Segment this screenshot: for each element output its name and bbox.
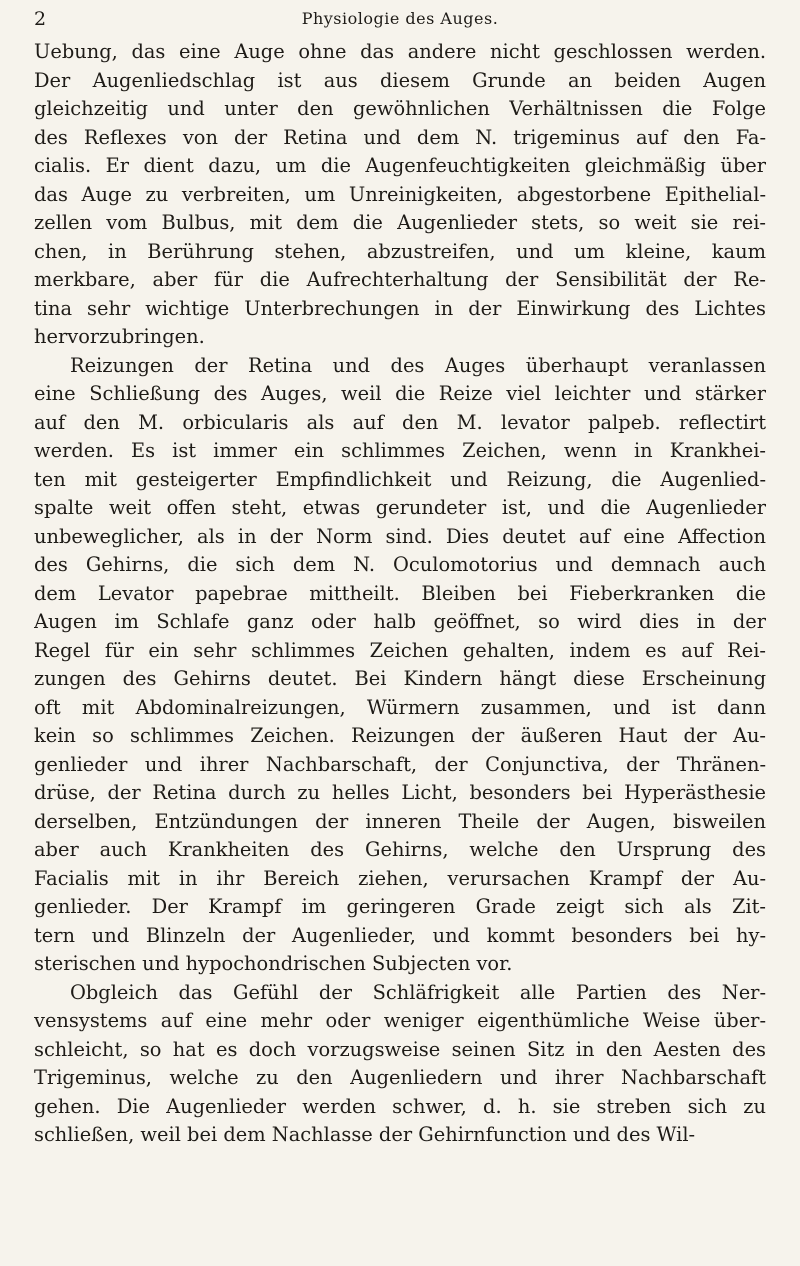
text-line: tina sehr wichtige Unterbrechungen in der Einwirkung des Lichtes (34, 296, 766, 320)
text-line: ten mit gesteigerter Empfindlichkeit und Reizung, die Augenlied- (34, 467, 766, 491)
text-line: Regel für ein sehr schlimmes Zeichen gehalten, indem es auf Rei- (34, 638, 766, 662)
text-line: auf den M. orbicularis als auf den M. levator palpeb. reflectirt (34, 410, 766, 434)
text-line: schleicht, so hat es doch vorzugsweise seinen Sitz in den Aesten des (34, 1037, 766, 1061)
text-line: tern und Blinzeln der Augenlieder, und kommt besonders bei hy- (34, 923, 766, 947)
text-line: hervorzubringen. (34, 325, 205, 348)
text-line: Reizungen der Retina und des Auges überhaupt veranlassen (70, 353, 766, 377)
paragraph-1 (34, 38, 766, 352)
paragraph-3 (34, 979, 766, 1150)
page-header (34, 2, 766, 36)
text-line: oft mit Abdominalreizungen, Würmern zusammen, und ist dann (34, 695, 766, 719)
text-line: spalte weit offen steht, etwas gerundeter ist, und die Augenlieder (34, 496, 766, 519)
text-line: dem Levator papebrae mittheilt. Bleiben bei Fieberkranken die (34, 581, 766, 605)
text-line: sterischen und hypochondrischen Subjecten vor. (34, 952, 513, 975)
text-line: eine Schließung des Auges, weil die Reize viel leichter und stärker (34, 382, 766, 405)
text-line: merkbare, aber für die Aufrechterhaltung der Sensibilität der Re- (34, 268, 766, 291)
text-line: zungen des Gehirns deutet. Bei Kindern hängt diese Erscheinung (34, 667, 766, 690)
text-line: cialis. Er dient dazu, um die Augenfeuchtigkeiten gleichmäßig über (34, 154, 766, 177)
text-line: vensystems auf eine mehr oder weniger eigenthümliche Weise über- (34, 1009, 766, 1032)
text-line: derselben, Entzündungen der inneren Theile der Augen, bisweilen (34, 809, 766, 833)
text-line: Uebung, das eine Auge ohne das andere nicht geschlossen werden. (34, 40, 766, 63)
text-line: des Reflexes von der Retina und dem N. trigeminus auf den Fa- (34, 125, 766, 149)
text-line: Der Augenliedschlag ist aus diesem Grunde an beiden Augen (34, 68, 766, 92)
text-line: gleichzeitig und unter den gewöhnlichen Verhältnissen die Folge (34, 97, 766, 120)
page-number: 2 (34, 8, 47, 30)
text-line: chen, in Berührung stehen, abzustreifen, und um kleine, kaum (34, 239, 766, 263)
text-line: aber auch Krankheiten des Gehirns, welche den Ursprung des (34, 838, 766, 861)
running-head: Physiologie des Auges. (301, 9, 499, 28)
text-line: schließen, weil bei dem Nachlasse der Gehirnfunction und des Wil- (34, 1123, 696, 1146)
text-line: Augen im Schlafe ganz oder halb geöffnet, so wird dies in der (34, 610, 766, 633)
text-line: gehen. Die Augenlieder werden schwer, d. h. sie streben sich zu (34, 1094, 766, 1118)
text-line: des Gehirns, die sich dem N. Oculomotorius und demnach auch (34, 553, 766, 576)
text-line: Trigeminus, welche zu den Augenliedern und ihrer Nachbarschaft (34, 1066, 766, 1089)
text-line: unbeweglicher, als in der Norm sind. Dies deutet auf eine Affection (34, 524, 766, 548)
text-line: genlieder und ihrer Nachbarschaft, der Conjunctiva, der Thränen- (34, 752, 766, 776)
text-line: werden. Es ist immer ein schlimmes Zeichen, wenn in Krankhei- (34, 439, 766, 462)
paragraph-2 (34, 352, 766, 979)
text-line: Facialis mit in ihr Bereich ziehen, verursachen Krampf der Au- (34, 866, 766, 890)
text-line: zellen vom Bulbus, mit dem die Augenlieder stets, so weit sie rei- (34, 211, 766, 234)
text-line: das Auge zu verbreiten, um Unreinigkeiten, abgestorbene Epithelial- (34, 182, 766, 206)
body-text (34, 38, 766, 1150)
text-line: genlieder. Der Krampf im geringeren Grade zeigt sich als Zit- (34, 895, 766, 918)
text-line: Obgleich das Gefühl der Schläfrigkeit alle Partien des Ner- (70, 980, 766, 1004)
text-line: kein so schlimmes Zeichen. Reizungen der äußeren Haut der Au- (34, 724, 766, 747)
text-line: drüse, der Retina durch zu helles Licht, besonders bei Hyperästhesie (34, 781, 766, 804)
